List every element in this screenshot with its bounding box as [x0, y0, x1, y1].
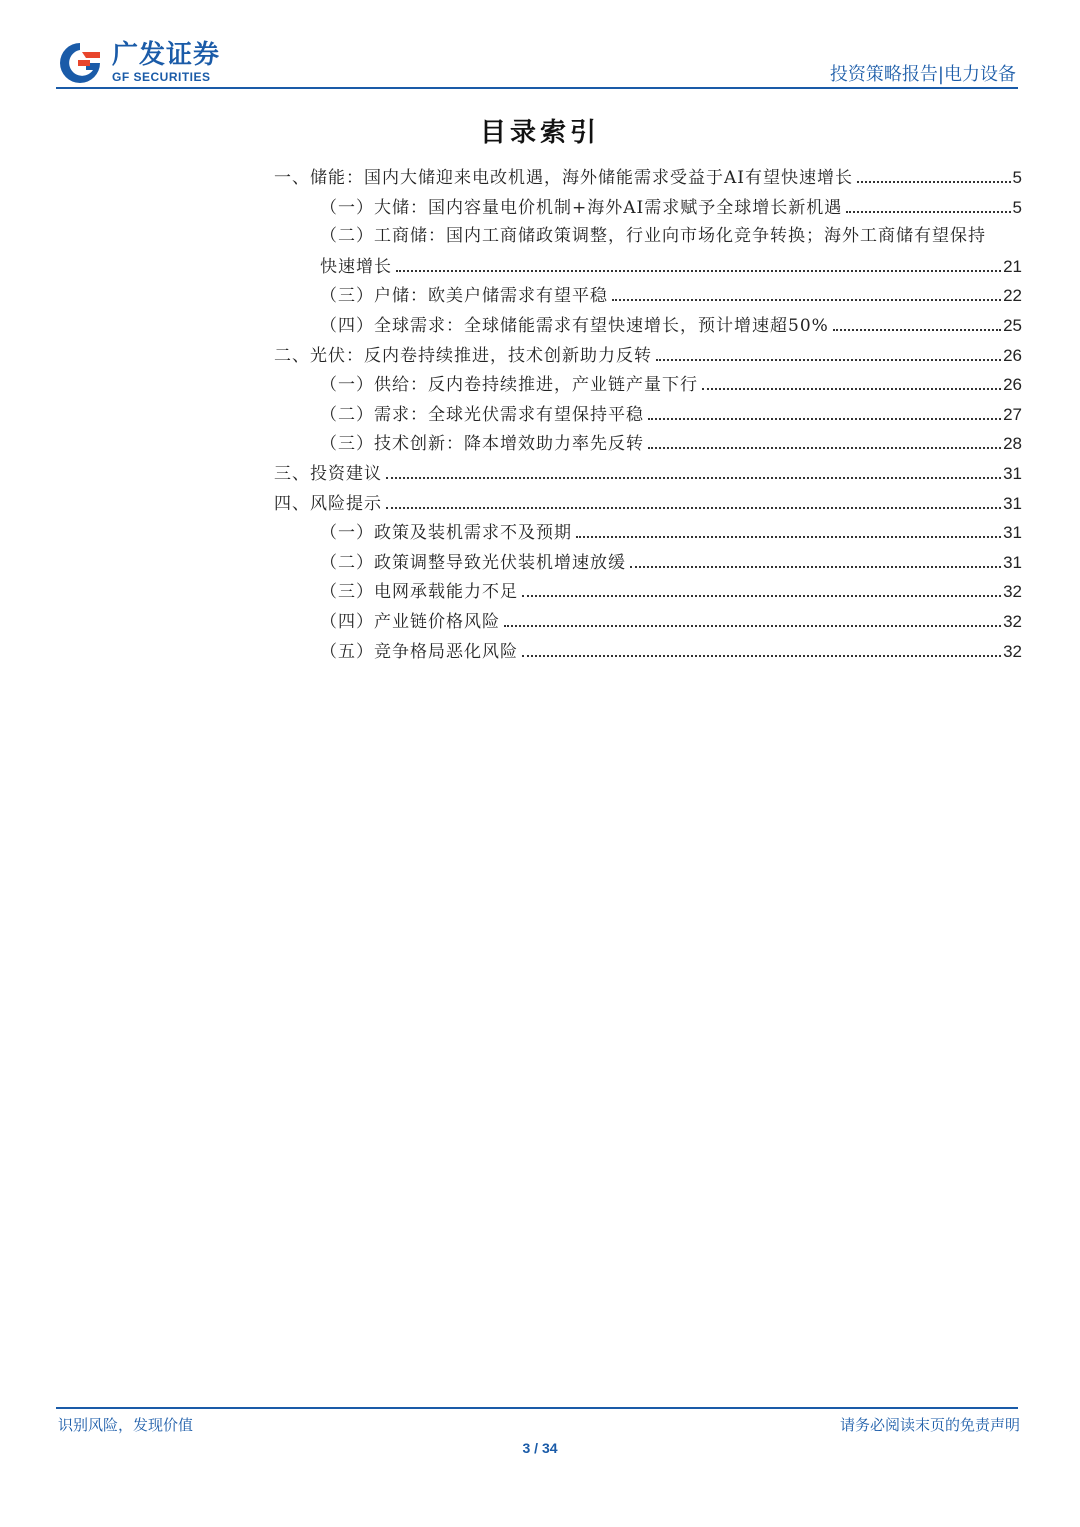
- toc-entry-title: （三）电网承载能力不足: [320, 582, 518, 603]
- toc-entry[interactable]: [274, 222, 1022, 252]
- toc-leader-dots: [386, 477, 1001, 479]
- toc-leader-dots: [648, 418, 1001, 420]
- toc-entry-page: 26: [1003, 345, 1022, 365]
- toc-entry-page: 5: [1012, 197, 1022, 217]
- toc-entry-page: 32: [1003, 582, 1022, 602]
- toc-entry-title: 快速增长: [320, 256, 392, 277]
- footer-disclaimer-note: 请务必阅读末页的免责声明: [839, 1416, 1020, 1434]
- gf-logo-icon: [56, 40, 104, 86]
- toc-entry-title: 三、投资建议: [274, 463, 382, 484]
- toc-entry-page: 26: [1003, 375, 1022, 395]
- toc-entry[interactable]: [274, 577, 1022, 607]
- toc-entry-title: （一）政策及装机需求不及预期: [320, 523, 572, 544]
- toc-entry-title: （一）供给：反内卷持续推进，产业链产量下行: [320, 375, 698, 396]
- logo-chinese-name: 广发证券: [112, 40, 221, 70]
- toc-entry-title: （二）需求：全球光伏需求有望保持平稳: [320, 404, 644, 425]
- toc-entry-title: （二）工商储：国内工商储政策调整，行业向市场化竞争转换；海外工商储有望保持: [320, 226, 986, 247]
- toc-leader-dots: [702, 388, 1001, 390]
- toc-leader-dots: [630, 566, 1001, 568]
- toc-entry[interactable]: [274, 489, 1022, 519]
- toc-entry-page: 27: [1003, 404, 1022, 424]
- page-number: 3 / 34: [522, 1440, 558, 1456]
- toc-entry-title: （二）政策调整导致光伏装机增速放缓: [320, 552, 626, 573]
- toc-leader-dots: [386, 507, 1001, 509]
- toc-leader-dots: [656, 359, 1001, 361]
- toc-entry[interactable]: [274, 518, 1022, 548]
- toc-entry[interactable]: [274, 252, 1022, 282]
- toc-entry[interactable]: [274, 311, 1022, 341]
- toc-entry-title: （四）产业链价格风险: [320, 611, 500, 632]
- toc-entry[interactable]: [274, 548, 1022, 578]
- company-logo: [56, 40, 226, 86]
- toc-leader-dots: [504, 625, 1001, 627]
- table-of-contents: [274, 163, 1022, 666]
- toc-entry-title: 四、风险提示: [274, 493, 382, 514]
- page-title: 目录索引: [479, 118, 600, 148]
- toc-entry-page: 31: [1003, 552, 1022, 572]
- toc-entry-title: （五）竞争格局恶化风险: [320, 641, 518, 662]
- toc-leader-dots: [857, 181, 1011, 183]
- report-category: 投资策略报告|电力设备: [829, 64, 1016, 85]
- toc-entry-page: 32: [1003, 641, 1022, 661]
- toc-entry-page: 31: [1003, 523, 1022, 543]
- logo-english-name: GF SECURITIES: [112, 70, 211, 84]
- toc-entry-page: 32: [1003, 611, 1022, 631]
- toc-leader-dots: [396, 270, 1001, 272]
- toc-leader-dots: [612, 299, 1001, 301]
- toc-entry-title: 一、储能：国内大储迎来电改机遇，海外储能需求受益于AI有望快速增长: [274, 168, 853, 188]
- toc-entry-page: 21: [1003, 256, 1022, 276]
- toc-entry-page: 31: [1003, 493, 1022, 513]
- toc-entry-title: （三）技术创新：降本增效助力率先反转: [320, 434, 644, 455]
- toc-entry[interactable]: [274, 163, 1022, 193]
- toc-leader-dots: [576, 536, 1001, 538]
- toc-leader-dots: [833, 329, 1001, 331]
- toc-entry[interactable]: [274, 193, 1022, 223]
- toc-leader-dots: [846, 211, 1010, 213]
- toc-entry[interactable]: [274, 281, 1022, 311]
- toc-leader-dots: [522, 655, 1001, 657]
- footer-divider: [56, 1407, 1018, 1409]
- footer-slogan: 识别风险，发现价值: [58, 1416, 194, 1434]
- toc-entry-title: （三）户储：欧美户储需求有望平稳: [320, 286, 608, 307]
- header-divider: [56, 87, 1018, 89]
- toc-leader-dots: [522, 595, 1001, 597]
- toc-entry[interactable]: [274, 370, 1022, 400]
- toc-entry-title: （一）大储：国内容量电价机制+海外AI需求赋予全球增长新机遇: [320, 197, 843, 218]
- toc-entry-title: （四）全球需求：全球储能需求有望快速增长，预计增速超50%: [320, 315, 829, 336]
- toc-entry-page: 22: [1003, 286, 1022, 306]
- toc-entry-title: 二、光伏：反内卷持续推进，技术创新助力反转: [274, 345, 652, 366]
- toc-entry[interactable]: [274, 607, 1022, 637]
- toc-leader-dots: [648, 447, 1001, 449]
- toc-entry[interactable]: [274, 400, 1022, 430]
- toc-entry[interactable]: [274, 341, 1022, 371]
- toc-entry-page: 28: [1003, 434, 1022, 454]
- toc-entry-page: 31: [1003, 463, 1022, 483]
- toc-entry-page: 25: [1003, 315, 1022, 335]
- toc-entry[interactable]: [274, 459, 1022, 489]
- toc-entry[interactable]: [274, 429, 1022, 459]
- toc-entry[interactable]: [274, 637, 1022, 667]
- toc-entry-page: 5: [1012, 168, 1022, 187]
